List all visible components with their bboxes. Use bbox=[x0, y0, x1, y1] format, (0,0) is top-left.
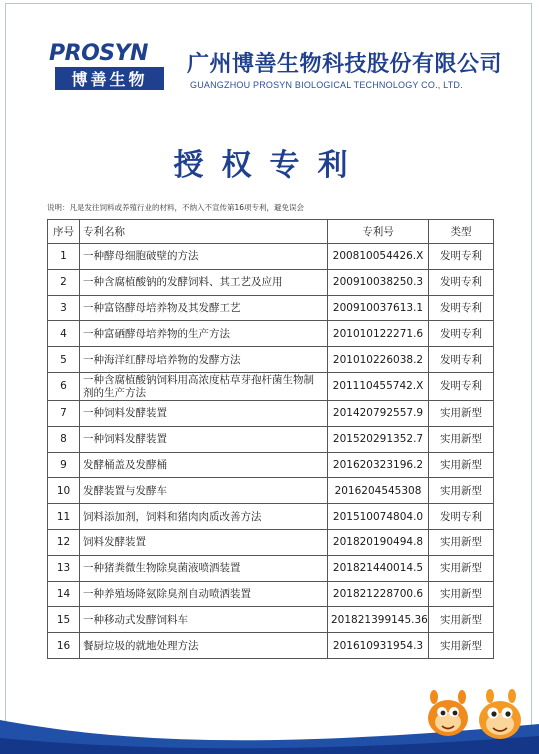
row-patent-name: 饲料发酵装置 bbox=[80, 529, 328, 555]
row-index: 2 bbox=[48, 269, 80, 295]
row-index: 14 bbox=[48, 581, 80, 607]
row-type: 发明专利 bbox=[429, 295, 494, 321]
row-index: 16 bbox=[48, 633, 80, 659]
mascot-illustration bbox=[418, 682, 533, 748]
table-row bbox=[48, 269, 494, 295]
row-type: 发明专利 bbox=[429, 347, 494, 373]
table-row bbox=[48, 529, 494, 555]
row-type: 实用新型 bbox=[429, 633, 494, 659]
row-patent-name: 一种猪粪微生物除臭菌液喷洒装置 bbox=[80, 555, 328, 581]
row-patent-number: 201110455742.X bbox=[328, 372, 429, 400]
row-type: 实用新型 bbox=[429, 452, 494, 478]
row-type: 发明专利 bbox=[429, 372, 494, 400]
header-index: 序号 bbox=[48, 220, 80, 244]
row-patent-name: 餐厨垃圾的就地处理方法 bbox=[80, 633, 328, 659]
row-patent-number: 201821440014.5 bbox=[328, 555, 429, 581]
header-patent-name: 专利名称 bbox=[80, 220, 328, 244]
table-row bbox=[48, 478, 494, 504]
table-row bbox=[48, 372, 494, 400]
row-type: 发明专利 bbox=[429, 244, 494, 270]
row-type: 实用新型 bbox=[429, 581, 494, 607]
row-patent-number: 201610931954.3 bbox=[328, 633, 429, 659]
table-row bbox=[48, 244, 494, 270]
logo-cn-text: 博善生物 bbox=[55, 67, 164, 90]
row-patent-number: 200910038250.3 bbox=[328, 269, 429, 295]
company-name-en: GUANGZHOU PROSYN BIOLOGICAL TECHNOLOGY CO., LTD. bbox=[190, 80, 463, 90]
table-row bbox=[48, 452, 494, 478]
company-name-cn: 广州博善生物科技股份有限公司 bbox=[187, 52, 503, 77]
table-row bbox=[48, 555, 494, 581]
table-row bbox=[48, 400, 494, 426]
table-row bbox=[48, 607, 494, 633]
row-patent-name: 一种酵母细胞破壁的方法 bbox=[80, 244, 328, 270]
row-patent-name: 饲料添加剂，饲料和猪肉肉质改善方法 bbox=[80, 504, 328, 530]
row-patent-name: 一种海洋红酵母培养物的发酵方法 bbox=[80, 347, 328, 373]
row-patent-number: 200910037613.1 bbox=[328, 295, 429, 321]
row-index: 7 bbox=[48, 400, 80, 426]
table-row bbox=[48, 504, 494, 530]
row-type: 发明专利 bbox=[429, 269, 494, 295]
header-type: 类型 bbox=[429, 220, 494, 244]
row-patent-name: 一种含腐植酸钠的发酵饲料、其工艺及应用 bbox=[80, 269, 328, 295]
row-patent-name: 一种富硒酵母培养物的生产方法 bbox=[80, 321, 328, 347]
row-patent-name: 一种移动式发酵饲料车 bbox=[80, 607, 328, 633]
table-header-row bbox=[48, 220, 494, 244]
note-text: 说明：凡是发往饲料或养殖行业的材料，不纳入不宣传第16项专利，避免误会 bbox=[47, 203, 305, 212]
table-row bbox=[48, 633, 494, 659]
row-index: 3 bbox=[48, 295, 80, 321]
table-row bbox=[48, 581, 494, 607]
row-index: 12 bbox=[48, 529, 80, 555]
patent-table bbox=[47, 219, 494, 659]
row-index: 4 bbox=[48, 321, 80, 347]
row-type: 实用新型 bbox=[429, 478, 494, 504]
row-type: 发明专利 bbox=[429, 504, 494, 530]
table-row bbox=[48, 295, 494, 321]
table-row bbox=[48, 426, 494, 452]
row-patent-name: 一种富铬酵母培养物及其发酵工艺 bbox=[80, 295, 328, 321]
row-index: 13 bbox=[48, 555, 80, 581]
row-patent-number: 201821228700.6 bbox=[328, 581, 429, 607]
row-patent-number: 201420792557.9 bbox=[328, 400, 429, 426]
row-type: 发明专利 bbox=[429, 321, 494, 347]
header-patent-number: 专利号 bbox=[328, 220, 429, 244]
row-index: 6 bbox=[48, 372, 80, 400]
logo-wordmark: PROSYN bbox=[49, 40, 148, 66]
page-title: 授权专利 bbox=[173, 148, 366, 183]
row-patent-number: 201510074804.0 bbox=[328, 504, 429, 530]
row-patent-name: 一种含腐植酸钠饲料用高浓度枯草芽孢杆菌生物制剂的生产方法 bbox=[80, 372, 328, 400]
row-patent-name: 一种养殖场降氨除臭剂自动喷洒装置 bbox=[80, 581, 328, 607]
row-index: 11 bbox=[48, 504, 80, 530]
row-patent-number: 201520291352.7 bbox=[328, 426, 429, 452]
row-patent-name: 一种饲料发酵装置 bbox=[80, 426, 328, 452]
row-patent-name: 发酵桶盖及发酵桶 bbox=[80, 452, 328, 478]
row-type: 实用新型 bbox=[429, 607, 494, 633]
row-type: 实用新型 bbox=[429, 426, 494, 452]
company-logo bbox=[49, 40, 170, 90]
table-row bbox=[48, 321, 494, 347]
row-patent-number: 201820190494.8 bbox=[328, 529, 429, 555]
row-patent-number: 201821399145.36 bbox=[328, 607, 429, 633]
row-patent-number: 200810054426.X bbox=[328, 244, 429, 270]
row-patent-number: 2016204545308 bbox=[328, 478, 429, 504]
row-index: 5 bbox=[48, 347, 80, 373]
row-index: 1 bbox=[48, 244, 80, 270]
table-row bbox=[48, 347, 494, 373]
row-patent-number: 201010226038.2 bbox=[328, 347, 429, 373]
row-index: 8 bbox=[48, 426, 80, 452]
row-patent-name: 一种饲料发酵装置 bbox=[80, 400, 328, 426]
row-index: 9 bbox=[48, 452, 80, 478]
row-type: 实用新型 bbox=[429, 400, 494, 426]
row-type: 实用新型 bbox=[429, 529, 494, 555]
row-index: 10 bbox=[48, 478, 80, 504]
row-patent-number: 201010122271.6 bbox=[328, 321, 429, 347]
row-type: 实用新型 bbox=[429, 555, 494, 581]
row-patent-number: 201620323196.2 bbox=[328, 452, 429, 478]
row-index: 15 bbox=[48, 607, 80, 633]
row-patent-name: 发酵装置与发酵车 bbox=[80, 478, 328, 504]
